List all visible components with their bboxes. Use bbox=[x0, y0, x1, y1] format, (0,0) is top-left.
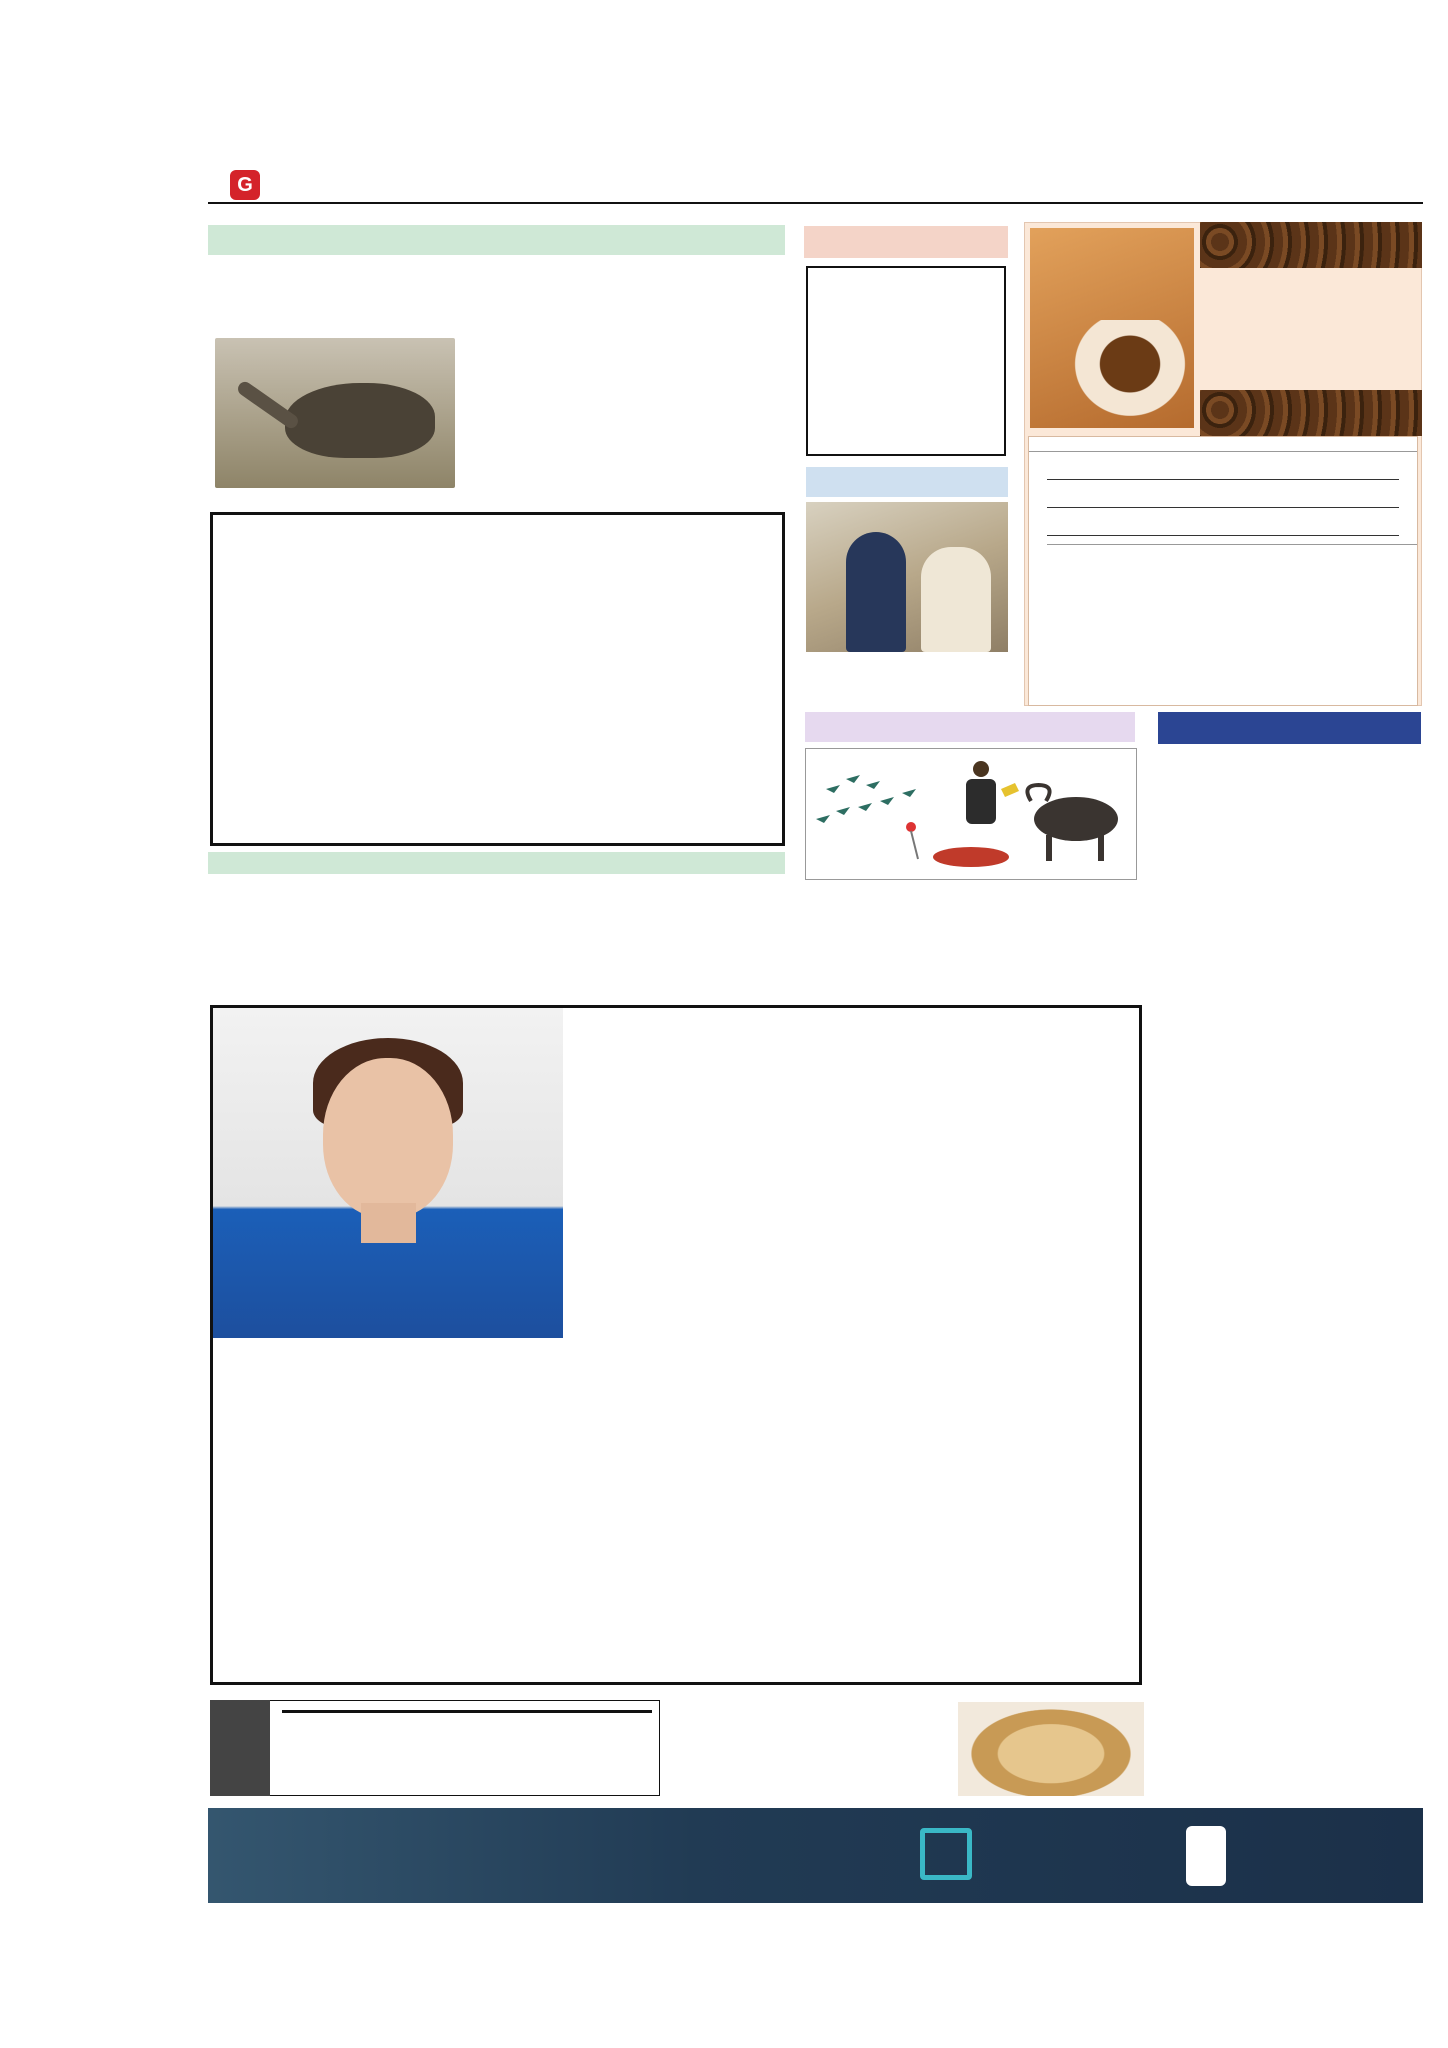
sudoku-grid bbox=[806, 266, 1006, 456]
osmosmerka-grid bbox=[210, 512, 785, 846]
ddor-logo-icon bbox=[920, 1828, 972, 1880]
answer-line[interactable] bbox=[1047, 494, 1399, 508]
ddor-banner bbox=[208, 1808, 1423, 1903]
crossword-coupon bbox=[210, 1700, 660, 1796]
rebus-title bbox=[805, 712, 1135, 742]
preparation-credit bbox=[208, 852, 785, 874]
horoscope-title bbox=[1158, 712, 1421, 744]
osmosmerka-title bbox=[208, 225, 785, 255]
page-header bbox=[208, 164, 1423, 204]
coffee-coupon bbox=[1028, 436, 1418, 706]
coffee-beans-image bbox=[1200, 222, 1422, 268]
coupon-side-label bbox=[210, 1700, 270, 1796]
coffee-beans-image bbox=[1200, 390, 1422, 436]
olympic-committee-icon bbox=[1186, 1826, 1226, 1886]
burek-photo bbox=[958, 1702, 1144, 1796]
rebus-picture bbox=[805, 748, 1137, 880]
address-field[interactable] bbox=[282, 1712, 652, 1713]
coffee-cup-image bbox=[1060, 320, 1200, 430]
handball-player-photo bbox=[213, 1008, 563, 1338]
sudoku-title bbox=[804, 226, 1008, 258]
tv-anagram-title bbox=[806, 467, 1008, 497]
anteater-photo bbox=[215, 338, 455, 488]
tv-series-photo bbox=[806, 502, 1008, 652]
name-address-label bbox=[1047, 544, 1417, 549]
answer-line[interactable] bbox=[1047, 466, 1399, 480]
coupon-fields bbox=[282, 1710, 652, 1713]
rebus-drawing bbox=[806, 749, 1136, 879]
triglav-logo-icon: G bbox=[230, 170, 260, 200]
answer-line[interactable] bbox=[1047, 522, 1399, 536]
